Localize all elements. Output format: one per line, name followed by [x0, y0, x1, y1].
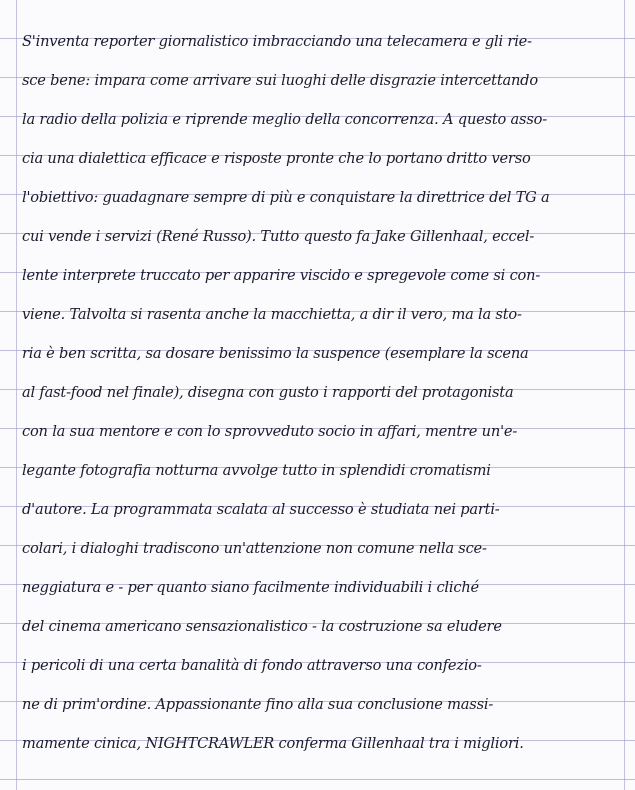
text-line: ne di prim'ordine. Appassionante fino alla sua conclusione massi-	[22, 696, 494, 713]
left-margin-line	[16, 0, 17, 790]
right-margin-line	[624, 0, 625, 790]
text-line: con la sua mentore e con lo sprovveduto socio in affari, mentre un'e-	[22, 423, 518, 440]
text-line: lente interprete truccato per apparire viscido e spregevole come si con-	[22, 267, 541, 284]
text-line: al fast-food nel finale), disegna con gusto i rapporti del protagonista	[22, 384, 514, 401]
text-line: S'inventa reporter giornalistico imbracciando una telecamera e gli rie-	[22, 33, 532, 50]
text-line: neggiatura e - per quanto siano facilmente individuabili i cliché	[22, 579, 479, 596]
text-line: i pericoli di una certa banalità di fondo attraverso una confezio-	[22, 657, 482, 674]
handwritten-text	[22, 22, 622, 763]
text-line: ria è ben scritta, sa dosare benissimo la suspence (esemplare la scena	[22, 345, 529, 362]
text-line: cia una dialettica efficace e risposte pronte che lo portano dritto verso	[22, 150, 531, 167]
text-line: sce bene: impara come arrivare sui luoghi delle disgrazie intercettando	[22, 72, 538, 89]
text-line: cui vende i servizi (René Russo). Tutto questo fa Jake Gillenhaal, eccel-	[22, 228, 535, 245]
text-line: d'autore. La programmata scalata al successo è studiata nei parti-	[22, 501, 500, 518]
text-line: colari, i dialoghi tradiscono un'attenzione non comune nella sce-	[22, 540, 487, 557]
text-line: mamente cinica, NIGHTCRAWLER conferma Gillenhaal tra i migliori.	[22, 735, 524, 752]
text-line: l'obiettivo: guadagnare sempre di più e conquistare la direttrice del TG a	[22, 189, 550, 206]
text-line: legante fotografia notturna avvolge tutto in splendidi cromatismi	[22, 462, 491, 479]
text-line: del cinema americano sensazionalistico - la costruzione sa eludere	[22, 618, 502, 635]
text-line: viene. Talvolta si rasenta anche la macchietta, a dir il vero, ma la sto-	[22, 306, 522, 323]
text-line: la radio della polizia e riprende meglio della concorrenza. A questo asso-	[22, 111, 547, 128]
